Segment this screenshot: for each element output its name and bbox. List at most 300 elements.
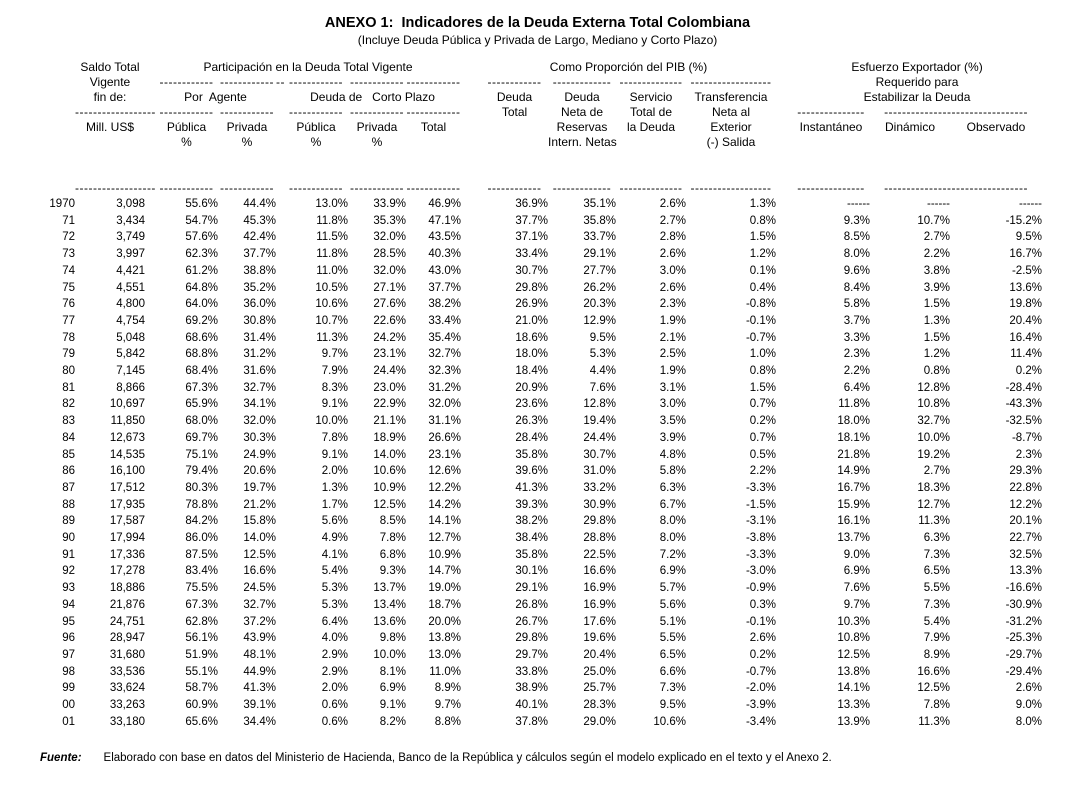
column-gap <box>461 246 481 263</box>
cell-saldo: 4,551 <box>116 281 145 294</box>
cell-esf-observado: -15.2% <box>1005 214 1043 227</box>
cell-pib-deuda-total: 18.0% <box>515 348 548 361</box>
cell-pib-servicio: 3.1% <box>659 381 686 394</box>
cell-pib-deuda-neta: 33.2% <box>583 481 616 494</box>
table-row <box>10 547 1042 564</box>
cell-publica-agente: 69.7% <box>185 431 218 444</box>
column-gap <box>776 547 792 564</box>
cell-pib-deuda-neta: 30.7% <box>583 448 616 461</box>
cell-cp-total: 18.7% <box>428 598 461 611</box>
cell-cp-total: 10.9% <box>428 548 461 561</box>
cell-esf-instantaneo: 10.8% <box>837 632 870 645</box>
cell-saldo: 17,935 <box>109 498 145 511</box>
cell-esf-observado: 9.5% <box>1015 231 1043 244</box>
column-gap <box>276 547 284 564</box>
cell-publica-agente: 56.1% <box>185 632 218 645</box>
table-row <box>10 680 1042 697</box>
cell-esf-observado: 19.8% <box>1009 298 1043 311</box>
cell-pib-transferencia: -3.1% <box>745 515 776 528</box>
column-gap <box>461 413 481 430</box>
column-gap <box>461 213 481 230</box>
cell-cp-total: 23.1% <box>428 448 461 461</box>
column-gap <box>461 229 481 246</box>
cell-cp-total: 33.4% <box>428 314 461 327</box>
table-row <box>10 664 1042 681</box>
column-gap <box>461 714 481 731</box>
cell-esf-observado: 12.2% <box>1009 498 1043 511</box>
table-row <box>10 430 1042 447</box>
dash-separator: ------------ <box>350 181 404 195</box>
cell-privada-agente: 43.9% <box>243 632 276 645</box>
column-gap <box>776 463 792 480</box>
column-gap <box>776 60 792 196</box>
cell-pib-servicio: 10.6% <box>653 715 686 728</box>
dash-separator: ------------ <box>289 181 343 195</box>
cell-publica-agente: 60.9% <box>185 699 218 712</box>
page-subtitle: (Incluye Deuda Pública y Privada de Largo, Mediano y Corto Plazo) <box>357 33 718 47</box>
cell-privada-agente: 45.3% <box>243 214 276 227</box>
cell-esf-instantaneo: 13.3% <box>837 699 870 712</box>
table-row <box>10 380 1042 397</box>
dash-separator: ------------ <box>289 105 343 119</box>
cell-privada-agente: 37.7% <box>243 248 276 261</box>
cell-cp-total: 13.8% <box>428 632 461 645</box>
cell-privada-agente: 42.4% <box>243 231 276 244</box>
table-row <box>10 280 1042 297</box>
cell-esf-dinamico: 7.9% <box>923 632 950 645</box>
cell-pib-deuda-neta: 27.7% <box>583 264 616 277</box>
cell-cp-publica: 10.7% <box>315 314 348 327</box>
cell-publica-agente: 57.6% <box>185 231 218 244</box>
column-gap <box>276 296 284 313</box>
dash-separator: -- <box>276 75 285 89</box>
cell-pib-transferencia: -0.7% <box>745 665 776 678</box>
cell-year: 86 <box>62 465 75 478</box>
cell-pib-deuda-total: 26.9% <box>515 298 548 311</box>
column-gap <box>145 263 155 280</box>
column-gap <box>776 614 792 631</box>
table-row <box>10 497 1042 514</box>
column-gap <box>776 313 792 330</box>
cell-cp-total: 31.2% <box>428 381 461 394</box>
cell-cp-total: 8.9% <box>434 682 461 695</box>
cell-cp-privada: 10.6% <box>373 465 406 478</box>
cell-saldo: 17,512 <box>109 481 145 494</box>
column-gap <box>461 697 481 714</box>
cell-esf-observado: 0.2% <box>1015 365 1043 378</box>
column-gap <box>145 497 155 514</box>
cell-esf-instantaneo: 8.0% <box>843 248 870 261</box>
cell-publica-agente: 78.8% <box>185 498 218 511</box>
cell-saldo: 16,100 <box>109 465 145 478</box>
cell-esf-instantaneo: 21.8% <box>837 448 870 461</box>
column-gap <box>461 513 481 530</box>
cell-publica-agente: 79.4% <box>185 465 218 478</box>
cell-pib-transferencia: 1.5% <box>749 231 776 244</box>
cell-pib-deuda-total: 21.0% <box>515 314 548 327</box>
cell-esf-dinamico: 5.5% <box>923 582 950 595</box>
cell-cp-privada: 32.0% <box>373 264 406 277</box>
cell-saldo: 5,048 <box>116 331 145 344</box>
cell-pib-servicio: 5.7% <box>659 582 686 595</box>
cell-esf-dinamico: 8.9% <box>923 648 950 661</box>
cell-esf-instantaneo: ------ <box>847 198 870 210</box>
dash-separator: ------------ <box>487 75 542 89</box>
col-label-publica-agente: Pública % <box>166 120 207 149</box>
cell-saldo: 14,535 <box>109 448 145 461</box>
cell-year: 77 <box>62 314 75 327</box>
column-gap <box>776 697 792 714</box>
cell-pib-deuda-total: 33.4% <box>515 248 548 261</box>
cell-esf-observado: 22.8% <box>1009 481 1043 494</box>
saldo-unit: Mill. US$ <box>85 120 134 134</box>
cell-year: 76 <box>62 298 75 311</box>
cell-esf-dinamico: 1.3% <box>923 314 950 327</box>
column-gap <box>461 330 481 347</box>
column-gap <box>461 647 481 664</box>
cell-year: 00 <box>62 699 75 712</box>
column-gap <box>461 580 481 597</box>
cell-esf-instantaneo: 2.2% <box>843 365 870 378</box>
cell-pib-servicio: 2.8% <box>659 231 686 244</box>
cell-cp-total: 47.1% <box>428 214 461 227</box>
cell-cp-publica: 1.7% <box>321 498 348 511</box>
cell-pib-transferencia: 0.2% <box>749 648 776 661</box>
col-label-cp-total: Total <box>420 120 447 134</box>
cell-esf-instantaneo: 2.3% <box>843 348 870 361</box>
cell-cp-privada: 27.1% <box>373 281 406 294</box>
cell-privada-agente: 15.8% <box>243 515 276 528</box>
cell-pib-servicio: 8.0% <box>659 515 686 528</box>
cell-pib-deuda-neta: 19.4% <box>583 415 616 428</box>
cell-pib-transferencia: 0.3% <box>749 598 776 611</box>
cell-pib-servicio: 5.6% <box>659 598 686 611</box>
cell-publica-agente: 68.8% <box>185 348 218 361</box>
column-gap <box>276 263 284 280</box>
cell-pib-deuda-neta: 16.9% <box>583 598 616 611</box>
column-gap <box>776 263 792 280</box>
cell-cp-privada: 12.5% <box>373 498 406 511</box>
dash-separator: -------------------------------- <box>884 181 1028 195</box>
cell-cp-total: 12.6% <box>428 465 461 478</box>
dash-separator: ------------ <box>220 181 274 195</box>
column-gap <box>276 664 284 681</box>
cell-pib-servicio: 5.5% <box>659 632 686 645</box>
cell-esf-observado: 8.0% <box>1015 715 1043 728</box>
cell-privada-agente: 30.8% <box>243 314 276 327</box>
cell-pib-transferencia: 0.7% <box>749 431 776 444</box>
column-gap <box>145 60 155 196</box>
table-row <box>10 447 1042 464</box>
cell-saldo: 33,263 <box>109 699 145 712</box>
cell-pib-deuda-neta: 20.3% <box>583 298 616 311</box>
cell-cp-privada: 23.0% <box>373 381 406 394</box>
cell-esf-dinamico: 6.3% <box>923 532 950 545</box>
cell-privada-agente: 16.6% <box>243 565 276 578</box>
cell-saldo: 21,876 <box>109 598 145 611</box>
column-gap <box>276 563 284 580</box>
source-note <box>10 751 1065 766</box>
cell-year: 96 <box>62 632 75 645</box>
cell-saldo: 3,749 <box>116 231 145 244</box>
cell-pib-deuda-total: 35.8% <box>515 448 548 461</box>
cell-cp-publica: 2.0% <box>321 682 348 695</box>
cell-esf-instantaneo: 8.5% <box>843 231 870 244</box>
column-gap <box>461 346 481 363</box>
column-gap <box>276 196 284 213</box>
column-gap <box>776 480 792 497</box>
cell-publica-agente: 68.6% <box>185 331 218 344</box>
column-gap <box>776 413 792 430</box>
dash-separator: ------------ <box>159 105 214 119</box>
cell-cp-privada: 8.2% <box>379 715 406 728</box>
cell-esf-instantaneo: 7.6% <box>843 582 870 595</box>
table-row <box>10 563 1042 580</box>
dash-separator: ------------ <box>159 75 214 89</box>
cell-pib-servicio: 9.5% <box>659 699 686 712</box>
cell-cp-publica: 10.6% <box>315 298 348 311</box>
cell-privada-agente: 32.0% <box>243 415 276 428</box>
cell-pib-transferencia: 0.8% <box>749 365 776 378</box>
cell-year: 79 <box>62 348 75 361</box>
cell-esf-instantaneo: 14.9% <box>837 465 870 478</box>
pib-title: Como Proporción del PIB (%) <box>549 60 708 74</box>
cell-pib-servicio: 2.5% <box>659 348 686 361</box>
column-gap <box>776 530 792 547</box>
dash-separator: -------------- <box>619 181 683 195</box>
cell-cp-privada: 28.5% <box>373 248 406 261</box>
cell-publica-agente: 51.9% <box>185 648 218 661</box>
column-gap <box>461 680 481 697</box>
cell-cp-privada: 24.2% <box>373 331 406 344</box>
cell-year: 75 <box>62 281 75 294</box>
col-label-transferencia: Transferencia Neta al Exterior (-) Salida <box>694 90 768 149</box>
cell-esf-dinamico: 5.4% <box>923 615 950 628</box>
cell-year: 80 <box>62 365 75 378</box>
column-gap <box>145 330 155 347</box>
cell-esf-dinamico: 7.3% <box>923 598 950 611</box>
cell-cp-privada: 10.9% <box>373 481 406 494</box>
cell-privada-agente: 41.3% <box>243 682 276 695</box>
column-gap <box>461 547 481 564</box>
cell-pib-deuda-total: 29.7% <box>515 648 548 661</box>
cell-esf-dinamico: 2.7% <box>923 465 950 478</box>
table-body <box>10 196 1042 731</box>
col-label-cp-publica: Pública % <box>296 120 336 149</box>
cell-year: 83 <box>62 415 75 428</box>
cell-pib-deuda-neta: 26.2% <box>583 281 616 294</box>
cell-year: 01 <box>62 715 75 728</box>
saldo-line3: fin de: <box>93 90 127 104</box>
cell-cp-publica: 13.0% <box>315 198 348 210</box>
cell-pib-deuda-neta: 25.0% <box>583 665 616 678</box>
cell-cp-publica: 0.6% <box>321 699 348 712</box>
cell-pib-deuda-total: 30.7% <box>515 264 548 277</box>
dash-separator: ------------- <box>552 181 612 195</box>
table-row <box>10 196 1042 213</box>
page-title: ANEXO 1: Indicadores de la Deuda Externa Total Colombiana <box>324 15 751 31</box>
cell-publica-agente: 86.0% <box>185 532 218 545</box>
cell-esf-observado: 32.5% <box>1009 548 1043 561</box>
cell-year: 72 <box>62 231 75 244</box>
table-row <box>10 396 1042 413</box>
cell-cp-total: 13.0% <box>428 648 461 661</box>
cell-cp-publica: 0.6% <box>321 715 348 728</box>
cell-pib-deuda-neta: 35.1% <box>583 198 616 210</box>
cell-privada-agente: 14.0% <box>243 532 276 545</box>
cell-pib-deuda-neta: 22.5% <box>583 548 616 561</box>
cell-publica-agente: 58.7% <box>185 682 218 695</box>
column-gap <box>276 447 284 464</box>
cell-saldo: 7,145 <box>116 365 145 378</box>
cell-saldo: 11,850 <box>110 415 145 428</box>
cell-saldo: 5,842 <box>116 348 145 361</box>
cell-pib-deuda-neta: 5.3% <box>589 348 616 361</box>
cell-esf-dinamico: 12.7% <box>917 498 950 511</box>
cell-cp-total: 14.1% <box>428 515 461 528</box>
cell-saldo: 10,697 <box>109 398 145 411</box>
cell-pib-servicio: 3.5% <box>659 415 686 428</box>
cell-cp-total: 46.9% <box>428 198 461 210</box>
cell-year: 73 <box>62 248 75 261</box>
cell-cp-total: 12.7% <box>428 532 461 545</box>
cell-cp-total: 32.7% <box>428 348 461 361</box>
cell-esf-dinamico: 1.5% <box>923 298 950 311</box>
column-gap <box>776 647 792 664</box>
table-header <box>10 60 1042 196</box>
cell-privada-agente: 31.2% <box>243 348 276 361</box>
cell-esf-dinamico: 6.5% <box>923 565 950 578</box>
column-gap <box>145 647 155 664</box>
cell-esf-observado: -29.7% <box>1005 648 1043 661</box>
column-gap <box>776 213 792 230</box>
cell-esf-instantaneo: 13.7% <box>837 532 870 545</box>
cell-cp-publica: 9.1% <box>321 398 348 411</box>
cell-saldo: 3,434 <box>116 214 145 227</box>
cell-pib-deuda-total: 38.9% <box>515 682 548 695</box>
col-label-dinamico: Dinámico <box>884 120 935 134</box>
cell-esf-observado: 20.1% <box>1009 515 1043 528</box>
cell-esf-instantaneo: 6.9% <box>843 565 870 578</box>
cell-publica-agente: 68.4% <box>185 365 218 378</box>
cell-year: 85 <box>62 448 75 461</box>
cell-year: 98 <box>62 665 75 678</box>
cell-pib-transferencia: -0.1% <box>745 615 776 628</box>
cell-cp-publica: 7.9% <box>321 365 348 378</box>
column-gap <box>776 229 792 246</box>
cell-publica-agente: 64.0% <box>185 298 218 311</box>
cell-esf-dinamico: 11.3% <box>918 715 950 728</box>
column-gap <box>776 447 792 464</box>
cell-pib-servicio: 2.6% <box>659 198 686 210</box>
cell-pib-transferencia: 0.8% <box>749 214 776 227</box>
cell-saldo: 17,336 <box>109 548 145 561</box>
column-gap <box>145 664 155 681</box>
column-gap <box>145 213 155 230</box>
cell-cp-total: 40.3% <box>428 248 461 261</box>
cell-pib-transferencia: -3.3% <box>745 548 776 561</box>
cell-pib-servicio: 2.1% <box>659 331 686 344</box>
cell-cp-publica: 6.4% <box>321 615 348 628</box>
dash-separator: ------------------ <box>75 181 156 195</box>
cell-pib-servicio: 1.9% <box>659 314 686 327</box>
cell-cp-publica: 11.8% <box>316 248 348 261</box>
cell-esf-dinamico: 10.7% <box>917 214 950 227</box>
table-row <box>10 213 1042 230</box>
table-row <box>10 580 1042 597</box>
cell-privada-agente: 37.2% <box>243 615 276 628</box>
table-row <box>10 463 1042 480</box>
source-text: Elaborado con base en datos del Ministerio de Hacienda, Banco de la República y cálculos según el modelo explicado en el texto y el Anexo 2. <box>103 751 832 764</box>
cell-pib-transferencia: 2.6% <box>749 632 776 645</box>
cell-cp-privada: 13.7% <box>373 582 406 595</box>
cell-pib-deuda-neta: 35.8% <box>583 214 616 227</box>
cell-pib-transferencia: 0.4% <box>749 281 776 294</box>
cell-esf-instantaneo: 5.8% <box>843 298 870 311</box>
cell-privada-agente: 31.6% <box>243 365 276 378</box>
column-gap <box>276 530 284 547</box>
cell-saldo: 4,754 <box>116 314 145 327</box>
dash-separator: ------------ <box>350 105 404 119</box>
cell-privada-agente: 34.1% <box>243 398 276 411</box>
cell-esf-dinamico: 18.3% <box>917 481 950 494</box>
cell-esf-dinamico: 16.6% <box>917 665 950 678</box>
column-gap <box>276 229 284 246</box>
column-gap <box>461 263 481 280</box>
column-gap <box>145 563 155 580</box>
column-gap <box>776 346 792 363</box>
column-gap <box>461 447 481 464</box>
table-row <box>10 229 1042 246</box>
cell-cp-privada: 33.9% <box>373 198 406 210</box>
dash-separator: ------------ <box>289 75 343 89</box>
cell-pib-deuda-total: 39.3% <box>515 498 548 511</box>
cell-pib-servicio: 6.5% <box>659 648 686 661</box>
participacion-title: Participación en la Deuda Total Vigente <box>203 60 413 74</box>
cell-pib-servicio: 7.2% <box>659 548 686 561</box>
cell-pib-deuda-total: 18.4% <box>515 365 548 378</box>
cell-pib-transferencia: -3.3% <box>745 481 776 494</box>
column-gap <box>461 563 481 580</box>
column-gap <box>145 396 155 413</box>
cell-cp-total: 14.2% <box>428 498 461 511</box>
cell-esf-dinamico: 32.7% <box>917 415 950 428</box>
cell-year: 74 <box>62 264 75 277</box>
column-gap <box>776 380 792 397</box>
column-gap <box>776 630 792 647</box>
cell-pib-deuda-neta: 29.8% <box>583 515 616 528</box>
cell-publica-agente: 64.8% <box>185 281 218 294</box>
cell-cp-total: 20.0% <box>428 615 461 628</box>
cell-cp-publica: 9.1% <box>321 448 348 461</box>
cell-esf-instantaneo: 6.4% <box>843 381 870 394</box>
cell-pib-transferencia: -3.0% <box>745 565 776 578</box>
cell-pib-servicio: 2.3% <box>659 298 686 311</box>
cell-pib-transferencia: 1.3% <box>749 198 776 210</box>
cell-cp-privada: 23.1% <box>373 348 406 361</box>
cell-pib-deuda-total: 18.6% <box>515 331 548 344</box>
cell-esf-instantaneo: 8.4% <box>843 281 870 294</box>
column-gap <box>276 246 284 263</box>
cell-saldo: 17,278 <box>109 565 145 578</box>
cell-saldo: 33,180 <box>109 715 145 728</box>
cell-esf-dinamico: 10.8% <box>917 398 950 411</box>
esfuerzo-header-group <box>792 60 1042 196</box>
cell-esf-instantaneo: 3.3% <box>843 331 870 344</box>
cell-pib-servicio: 8.0% <box>659 532 686 545</box>
cell-pib-deuda-neta: 4.4% <box>589 365 616 378</box>
cell-esf-instantaneo: 13.8% <box>837 665 870 678</box>
